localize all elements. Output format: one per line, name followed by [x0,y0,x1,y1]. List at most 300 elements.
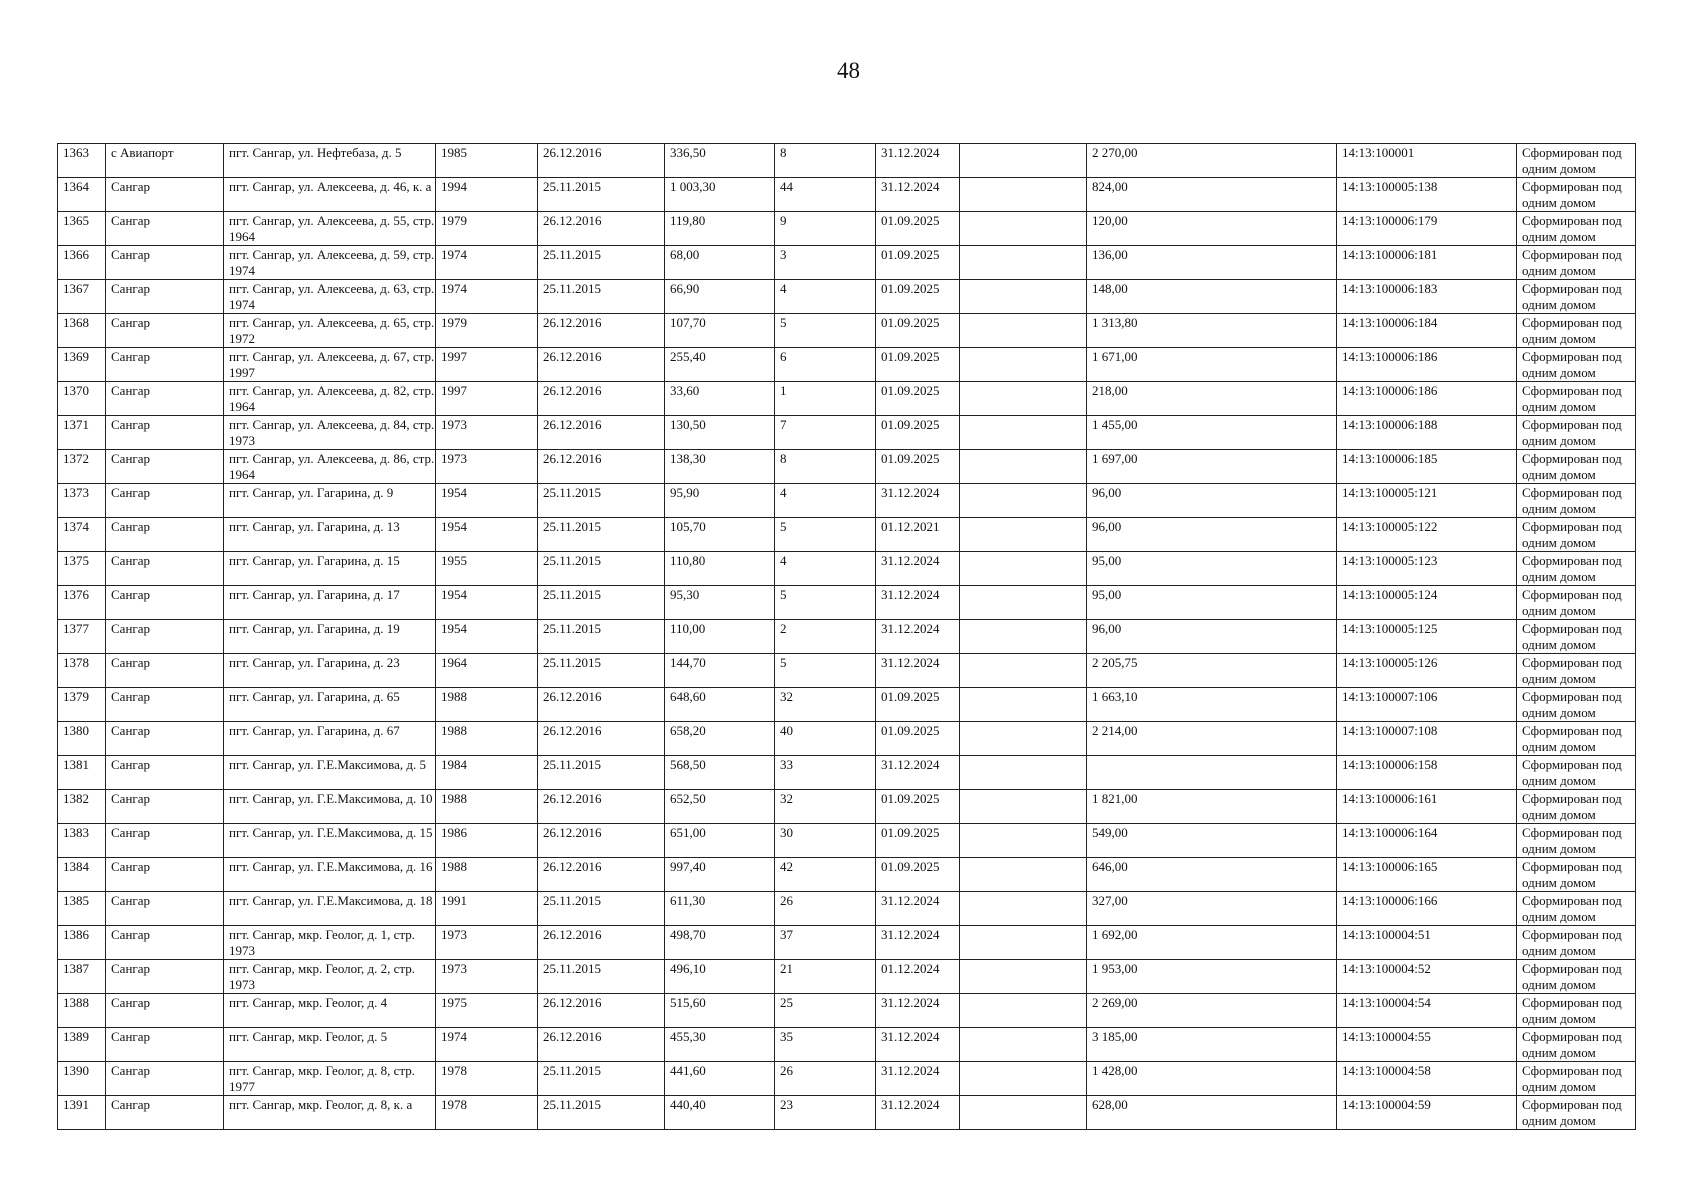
locality-cell: Сангар [106,382,224,416]
area-cell: 652,50 [665,790,775,824]
address-cell: пгт. Сангар, ул. Г.Е.Максимова, д. 15 [224,824,436,858]
area-cell: 68,00 [665,246,775,280]
row-number-cell: 1364 [58,178,106,212]
status-cell: Сформирован под одним домом [1517,790,1636,824]
date-cell: 25.11.2015 [538,552,665,586]
count-cell: 3 [775,246,876,280]
date-cell: 25.11.2015 [538,892,665,926]
year-cell: 1954 [436,620,538,654]
cadastral-number-cell: 14:13:100006:161 [1337,790,1517,824]
cadastral-number-cell: 14:13:100006:184 [1337,314,1517,348]
deadline-cell: 01.09.2025 [876,416,960,450]
amount-cell: 96,00 [1087,518,1337,552]
blank-cell [960,654,1087,688]
locality-cell: Сангар [106,654,224,688]
row-number-cell: 1373 [58,484,106,518]
date-cell: 26.12.2016 [538,382,665,416]
status-cell: Сформирован под одним домом [1517,858,1636,892]
status-cell: Сформирован под одним домом [1517,450,1636,484]
table-row [58,416,1636,450]
year-cell: 1991 [436,892,538,926]
blank-cell [960,518,1087,552]
date-cell: 26.12.2016 [538,790,665,824]
area-cell: 110,00 [665,620,775,654]
table-row [58,824,1636,858]
row-number-cell: 1365 [58,212,106,246]
cadastral-number-cell: 14:13:100007:108 [1337,722,1517,756]
table-row [58,382,1636,416]
deadline-cell: 31.12.2024 [876,926,960,960]
table-row [58,858,1636,892]
table-row [58,144,1636,178]
area-cell: 138,30 [665,450,775,484]
status-cell: Сформирован под одним домом [1517,348,1636,382]
date-cell: 26.12.2016 [538,450,665,484]
deadline-cell: 01.09.2025 [876,824,960,858]
count-cell: 21 [775,960,876,994]
amount-cell: 1 455,00 [1087,416,1337,450]
blank-cell [960,620,1087,654]
status-cell: Сформирован под одним домом [1517,484,1636,518]
year-cell: 1973 [436,926,538,960]
area-cell: 455,30 [665,1028,775,1062]
locality-cell: Сангар [106,552,224,586]
amount-cell: 1 697,00 [1087,450,1337,484]
cadastral-number-cell: 14:13:100006:188 [1337,416,1517,450]
date-cell: 26.12.2016 [538,858,665,892]
year-cell: 1973 [436,960,538,994]
deadline-cell: 01.09.2025 [876,450,960,484]
table-row [58,960,1636,994]
deadline-cell: 31.12.2024 [876,892,960,926]
year-cell: 1979 [436,212,538,246]
year-cell: 1954 [436,518,538,552]
blank-cell [960,212,1087,246]
amount-cell: 2 269,00 [1087,994,1337,1028]
status-cell: Сформирован под одним домом [1517,654,1636,688]
page-number: 48 [837,58,860,83]
address-cell: пгт. Сангар, ул. Алексеева, д. 84, стр. 1973 [224,416,436,450]
cadastral-number-cell: 14:13:100005:138 [1337,178,1517,212]
address-cell: пгт. Сангар, ул. Г.Е.Максимова, д. 18 [224,892,436,926]
deadline-cell: 31.12.2024 [876,178,960,212]
table-row [58,1096,1636,1130]
count-cell: 23 [775,1096,876,1130]
deadline-cell: 01.09.2025 [876,722,960,756]
date-cell: 26.12.2016 [538,212,665,246]
amount-cell: 824,00 [1087,178,1337,212]
address-cell: пгт. Сангар, мкр. Геолог, д. 1, стр. 1973 [224,926,436,960]
deadline-cell: 31.12.2024 [876,994,960,1028]
address-cell: пгт. Сангар, мкр. Геолог, д. 4 [224,994,436,1028]
deadline-cell: 01.12.2021 [876,518,960,552]
blank-cell [960,960,1087,994]
status-cell: Сформирован под одним домом [1517,314,1636,348]
table-row [58,586,1636,620]
count-cell: 9 [775,212,876,246]
area-cell: 441,60 [665,1062,775,1096]
address-cell: пгт. Сангар, ул. Гагарина, д. 17 [224,586,436,620]
row-number-cell: 1371 [58,416,106,450]
deadline-cell: 01.09.2025 [876,382,960,416]
date-cell: 26.12.2016 [538,1028,665,1062]
blank-cell [960,858,1087,892]
year-cell: 1988 [436,858,538,892]
count-cell: 37 [775,926,876,960]
area-cell: 144,70 [665,654,775,688]
address-cell: пгт. Сангар, ул. Гагарина, д. 9 [224,484,436,518]
table-row [58,348,1636,382]
locality-cell: Сангар [106,314,224,348]
status-cell: Сформирован под одним домом [1517,212,1636,246]
blank-cell [960,178,1087,212]
table-row [58,790,1636,824]
status-cell: Сформирован под одним домом [1517,586,1636,620]
cadastral-number-cell: 14:13:100006:158 [1337,756,1517,790]
locality-cell: Сангар [106,620,224,654]
locality-cell: Сангар [106,824,224,858]
blank-cell [960,892,1087,926]
date-cell: 25.11.2015 [538,484,665,518]
amount-cell: 646,00 [1087,858,1337,892]
address-cell: пгт. Сангар, ул. Нефтебаза, д. 5 [224,144,436,178]
year-cell: 1954 [436,484,538,518]
address-cell: пгт. Сангар, мкр. Геолог, д. 5 [224,1028,436,1062]
row-number-cell: 1375 [58,552,106,586]
count-cell: 32 [775,790,876,824]
address-cell: пгт. Сангар, ул. Г.Е.Максимова, д. 5 [224,756,436,790]
amount-cell: 96,00 [1087,620,1337,654]
table-row [58,1028,1636,1062]
row-number-cell: 1378 [58,654,106,688]
area-cell: 255,40 [665,348,775,382]
row-number-cell: 1376 [58,586,106,620]
blank-cell [960,790,1087,824]
year-cell: 1974 [436,280,538,314]
area-cell: 33,60 [665,382,775,416]
cadastral-number-cell: 14:13:100006:186 [1337,348,1517,382]
count-cell: 33 [775,756,876,790]
count-cell: 4 [775,280,876,314]
row-number-cell: 1370 [58,382,106,416]
year-cell: 1979 [436,314,538,348]
year-cell: 1994 [436,178,538,212]
blank-cell [960,586,1087,620]
address-cell: пгт. Сангар, ул. Гагарина, д. 19 [224,620,436,654]
blank-cell [960,450,1087,484]
count-cell: 5 [775,654,876,688]
status-cell: Сформирован под одним домом [1517,926,1636,960]
year-cell: 1997 [436,382,538,416]
table-row [58,688,1636,722]
row-number-cell: 1387 [58,960,106,994]
amount-cell: 95,00 [1087,586,1337,620]
deadline-cell: 31.12.2024 [876,1028,960,1062]
amount-cell: 1 692,00 [1087,926,1337,960]
blank-cell [960,552,1087,586]
address-cell: пгт. Сангар, ул. Алексеева, д. 63, стр. 1974 [224,280,436,314]
amount-cell: 1 428,00 [1087,1062,1337,1096]
status-cell: Сформирован под одним домом [1517,960,1636,994]
cadastral-number-cell: 14:13:100006:181 [1337,246,1517,280]
deadline-cell: 31.12.2024 [876,586,960,620]
status-cell: Сформирован под одним домом [1517,620,1636,654]
locality-cell: Сангар [106,960,224,994]
table-row [58,280,1636,314]
row-number-cell: 1381 [58,756,106,790]
year-cell: 1978 [436,1062,538,1096]
status-cell: Сформирован под одним домом [1517,824,1636,858]
year-cell: 1984 [436,756,538,790]
status-cell: Сформирован под одним домом [1517,688,1636,722]
row-number-cell: 1366 [58,246,106,280]
amount-cell: 136,00 [1087,246,1337,280]
date-cell: 26.12.2016 [538,348,665,382]
blank-cell [960,1062,1087,1096]
cadastral-number-cell: 14:13:100005:121 [1337,484,1517,518]
date-cell: 25.11.2015 [538,518,665,552]
year-cell: 1973 [436,450,538,484]
cadastral-number-cell: 14:13:100006:186 [1337,382,1517,416]
address-cell: пгт. Сангар, ул. Алексеева, д. 86, стр. 1964 [224,450,436,484]
cadastral-number-cell: 14:13:100004:54 [1337,994,1517,1028]
deadline-cell: 31.12.2024 [876,620,960,654]
date-cell: 26.12.2016 [538,994,665,1028]
area-cell: 130,50 [665,416,775,450]
table-row [58,722,1636,756]
amount-cell: 96,00 [1087,484,1337,518]
blank-cell [960,382,1087,416]
date-cell: 25.11.2015 [538,1096,665,1130]
area-cell: 95,90 [665,484,775,518]
count-cell: 5 [775,586,876,620]
date-cell: 25.11.2015 [538,1062,665,1096]
address-cell: пгт. Сангар, ул. Гагарина, д. 65 [224,688,436,722]
status-cell: Сформирован под одним домом [1517,1062,1636,1096]
deadline-cell: 31.12.2024 [876,1096,960,1130]
year-cell: 1988 [436,790,538,824]
row-number-cell: 1377 [58,620,106,654]
row-number-cell: 1384 [58,858,106,892]
count-cell: 1 [775,382,876,416]
table-row [58,926,1636,960]
date-cell: 25.11.2015 [538,620,665,654]
blank-cell [960,348,1087,382]
cadastral-number-cell: 14:13:100001 [1337,144,1517,178]
area-cell: 95,30 [665,586,775,620]
date-cell: 25.11.2015 [538,246,665,280]
registry-table [57,143,1636,1130]
amount-cell: 2 205,75 [1087,654,1337,688]
year-cell: 1974 [436,1028,538,1062]
cadastral-number-cell: 14:13:100006:164 [1337,824,1517,858]
blank-cell [960,994,1087,1028]
amount-cell: 1 313,80 [1087,314,1337,348]
cadastral-number-cell: 14:13:100004:52 [1337,960,1517,994]
table-row [58,484,1636,518]
amount-cell: 148,00 [1087,280,1337,314]
row-number-cell: 1385 [58,892,106,926]
locality-cell: Сангар [106,518,224,552]
address-cell: пгт. Сангар, ул. Гагарина, д. 23 [224,654,436,688]
count-cell: 8 [775,144,876,178]
locality-cell: Сангар [106,450,224,484]
year-cell: 1985 [436,144,538,178]
count-cell: 6 [775,348,876,382]
amount-cell: 327,00 [1087,892,1337,926]
area-cell: 1 003,30 [665,178,775,212]
cadastral-number-cell: 14:13:100006:166 [1337,892,1517,926]
year-cell: 1964 [436,654,538,688]
year-cell: 1997 [436,348,538,382]
cadastral-number-cell: 14:13:100004:51 [1337,926,1517,960]
amount-cell: 120,00 [1087,212,1337,246]
locality-cell: Сангар [106,858,224,892]
address-cell: пгт. Сангар, ул. Алексеева, д. 65, стр. 1972 [224,314,436,348]
blank-cell [960,484,1087,518]
area-cell: 648,60 [665,688,775,722]
date-cell: 26.12.2016 [538,722,665,756]
amount-cell: 1 663,10 [1087,688,1337,722]
deadline-cell: 01.09.2025 [876,348,960,382]
locality-cell: Сангар [106,246,224,280]
deadline-cell: 01.09.2025 [876,280,960,314]
count-cell: 26 [775,892,876,926]
area-cell: 496,10 [665,960,775,994]
table-row [58,892,1636,926]
locality-cell: Сангар [106,586,224,620]
cadastral-number-cell: 14:13:100006:165 [1337,858,1517,892]
table-row [58,620,1636,654]
table-row [58,1062,1636,1096]
locality-cell: Сангар [106,994,224,1028]
row-number-cell: 1386 [58,926,106,960]
table-row [58,994,1636,1028]
blank-cell [960,416,1087,450]
area-cell: 66,90 [665,280,775,314]
deadline-cell: 31.12.2024 [876,484,960,518]
locality-cell: Сангар [106,722,224,756]
status-cell: Сформирован под одним домом [1517,552,1636,586]
area-cell: 336,50 [665,144,775,178]
area-cell: 568,50 [665,756,775,790]
locality-cell: Сангар [106,756,224,790]
area-cell: 440,40 [665,1096,775,1130]
locality-cell: Сангар [106,416,224,450]
status-cell: Сформирован под одним домом [1517,994,1636,1028]
cadastral-number-cell: 14:13:100005:125 [1337,620,1517,654]
locality-cell: Сангар [106,1028,224,1062]
count-cell: 42 [775,858,876,892]
cadastral-number-cell: 14:13:100006:183 [1337,280,1517,314]
address-cell: пгт. Сангар, ул. Гагарина, д. 13 [224,518,436,552]
blank-cell [960,280,1087,314]
locality-cell: Сангар [106,688,224,722]
table-row [58,178,1636,212]
locality-cell: с Авиапорт [106,144,224,178]
row-number-cell: 1368 [58,314,106,348]
row-number-cell: 1391 [58,1096,106,1130]
address-cell: пгт. Сангар, ул. Алексеева, д. 82, стр. 1964 [224,382,436,416]
deadline-cell: 01.09.2025 [876,688,960,722]
status-cell: Сформирован под одним домом [1517,178,1636,212]
status-cell: Сформирован под одним домом [1517,280,1636,314]
row-number-cell: 1382 [58,790,106,824]
deadline-cell: 31.12.2024 [876,756,960,790]
area-cell: 498,70 [665,926,775,960]
deadline-cell: 01.09.2025 [876,790,960,824]
area-cell: 105,70 [665,518,775,552]
count-cell: 25 [775,994,876,1028]
amount-cell [1087,756,1337,790]
area-cell: 110,80 [665,552,775,586]
count-cell: 40 [775,722,876,756]
blank-cell [960,144,1087,178]
amount-cell: 549,00 [1087,824,1337,858]
row-number-cell: 1388 [58,994,106,1028]
amount-cell: 2 270,00 [1087,144,1337,178]
locality-cell: Сангар [106,484,224,518]
cadastral-number-cell: 14:13:100004:58 [1337,1062,1517,1096]
cadastral-number-cell: 14:13:100005:126 [1337,654,1517,688]
date-cell: 25.11.2015 [538,586,665,620]
blank-cell [960,756,1087,790]
row-number-cell: 1389 [58,1028,106,1062]
date-cell: 26.12.2016 [538,314,665,348]
date-cell: 26.12.2016 [538,824,665,858]
cadastral-number-cell: 14:13:100004:59 [1337,1096,1517,1130]
cadastral-number-cell: 14:13:100006:179 [1337,212,1517,246]
blank-cell [960,246,1087,280]
table-row [58,756,1636,790]
area-cell: 651,00 [665,824,775,858]
amount-cell: 95,00 [1087,552,1337,586]
table-row [58,246,1636,280]
count-cell: 4 [775,552,876,586]
amount-cell: 218,00 [1087,382,1337,416]
status-cell: Сформирован под одним домом [1517,416,1636,450]
amount-cell: 3 185,00 [1087,1028,1337,1062]
cadastral-number-cell: 14:13:100006:185 [1337,450,1517,484]
address-cell: пгт. Сангар, ул. Алексеева, д. 67, стр. 1997 [224,348,436,382]
status-cell: Сформирован под одним домом [1517,756,1636,790]
status-cell: Сформирован под одним домом [1517,892,1636,926]
deadline-cell: 01.09.2025 [876,314,960,348]
row-number-cell: 1390 [58,1062,106,1096]
area-cell: 107,70 [665,314,775,348]
deadline-cell: 01.09.2025 [876,212,960,246]
count-cell: 7 [775,416,876,450]
blank-cell [960,688,1087,722]
count-cell: 5 [775,314,876,348]
blank-cell [960,1028,1087,1062]
status-cell: Сформирован под одним домом [1517,246,1636,280]
date-cell: 25.11.2015 [538,756,665,790]
date-cell: 26.12.2016 [538,688,665,722]
blank-cell [960,824,1087,858]
deadline-cell: 01.12.2024 [876,960,960,994]
address-cell: пгт. Сангар, ул. Алексеева, д. 46, к. а [224,178,436,212]
status-cell: Сформирован под одним домом [1517,144,1636,178]
date-cell: 25.11.2015 [538,280,665,314]
area-cell: 997,40 [665,858,775,892]
count-cell: 44 [775,178,876,212]
date-cell: 26.12.2016 [538,926,665,960]
count-cell: 8 [775,450,876,484]
address-cell: пгт. Сангар, ул. Гагарина, д. 15 [224,552,436,586]
cadastral-number-cell: 14:13:100004:55 [1337,1028,1517,1062]
amount-cell: 1 953,00 [1087,960,1337,994]
